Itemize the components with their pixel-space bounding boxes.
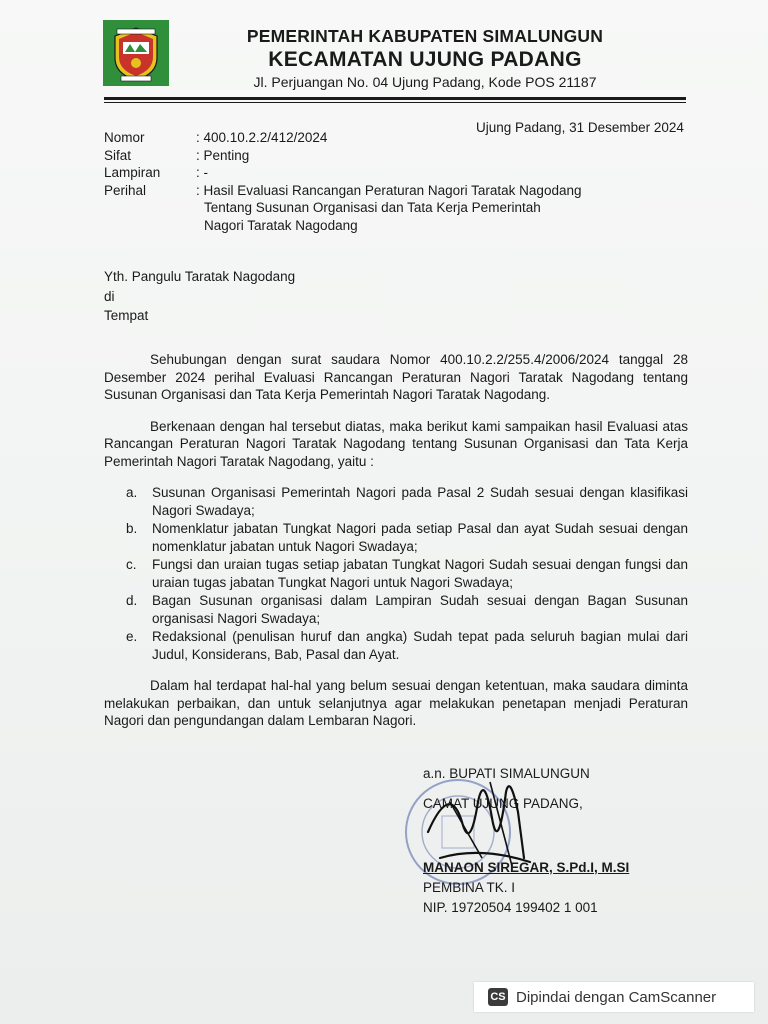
list-item bbox=[104, 520, 688, 555]
list-letter: d. bbox=[126, 593, 138, 608]
list-letter: b. bbox=[126, 521, 138, 536]
letter-meta bbox=[104, 129, 624, 234]
letter-date: Ujung Padang, 31 Desember 2024 bbox=[476, 120, 684, 135]
meta-value: : 400.10.2.2/412/2024 bbox=[196, 130, 328, 145]
perihal-continuation: Tentang Susunan Organisasi dan Tata Kerja Pemerintah bbox=[204, 200, 541, 215]
addressee bbox=[104, 267, 295, 326]
meta-value: : Hasil Evaluasi Rancangan Peraturan Nagori Taratak Nagodang bbox=[196, 182, 582, 198]
letterhead bbox=[200, 26, 650, 90]
handwritten-signature-icon bbox=[420, 762, 540, 880]
letterhead-government: PEMERINTAH KABUPATEN SIMALUNGUN bbox=[246, 26, 604, 46]
body-paragraph: Dalam hal terdapat hal-hal yang belum sesuai dengan ketentuan, maka saudara diminta melakukan perbaikan, dan untuk selanjutnya agar melakukan penetapan menjadi Peraturan Nagori dan pengundangan dalam Lembaran Nagori. bbox=[104, 678, 688, 728]
list-item bbox=[104, 628, 688, 663]
evaluation-list bbox=[104, 484, 688, 663]
letterhead-address: Jl. Perjuangan No. 04 Ujung Padang, Kode POS 21187 bbox=[253, 74, 597, 90]
regency-emblem-icon bbox=[103, 20, 169, 86]
addressee-line: di bbox=[104, 288, 115, 304]
meta-row bbox=[104, 164, 624, 182]
signature-title: CAMAT UJUNG PADANG, bbox=[423, 796, 583, 811]
meta-row bbox=[104, 217, 624, 235]
letterhead-district: KECAMATAN UJUNG PADANG bbox=[268, 48, 582, 71]
camscanner-watermark bbox=[474, 982, 754, 1012]
letter-body bbox=[104, 351, 688, 744]
list-letter: a. bbox=[126, 485, 138, 500]
list-text: Redaksional (penulisan huruf dan angka) Sudah tepat pada seluruh bagian mulai dari Judul, Konsiderans, Bab, Pasal dan Ayat. bbox=[152, 629, 688, 662]
meta-row bbox=[104, 199, 624, 217]
addressee-line: Tempat bbox=[104, 308, 149, 323]
meta-key: Nomor bbox=[104, 130, 145, 145]
body-paragraph: Berkenaan dengan hal tersebut diatas, maka berikut kami sampaikan hasil Evaluasi atas Rancangan Peraturan Nagori Taratak Nagodang tentang Susunan Organisasi dan Tata Kerja Pemerintah Nagori Taratak Nagodang, yaitu : bbox=[104, 418, 688, 469]
meta-row bbox=[104, 182, 624, 200]
list-text: Fungsi dan uraian tugas setiap jabatan Tungkat Nagori Sudah sesuai dengan fungsi dan uraian tugas jabatan Tungkat Nagori untuk Nagori Swadaya; bbox=[152, 557, 688, 590]
list-item bbox=[104, 556, 688, 591]
meta-value: : - bbox=[196, 165, 208, 180]
meta-row bbox=[104, 129, 624, 147]
meta-row bbox=[104, 147, 624, 165]
camscanner-logo-icon: CS bbox=[488, 988, 508, 1006]
list-item bbox=[104, 592, 688, 627]
letterhead-rule-thin bbox=[104, 102, 686, 103]
meta-value: : Penting bbox=[196, 147, 250, 163]
signatory-nip: NIP. 19720504 199402 1 001 bbox=[423, 900, 598, 915]
list-text: Bagan Susunan organisasi dalam Lampiran Sudah sesuai dengan Bagan Susunan organisasi Nagori Swadaya; bbox=[152, 593, 688, 626]
signatory-name: MANAON SIREGAR, S.Pd.I, M.SI bbox=[423, 860, 630, 875]
list-item bbox=[104, 484, 688, 519]
list-letter: e. bbox=[126, 629, 138, 644]
meta-key: Perihal bbox=[104, 182, 147, 198]
addressee-line: Yth. Pangulu Taratak Nagodang bbox=[104, 269, 296, 284]
list-letter: c. bbox=[126, 557, 137, 572]
perihal-continuation: Nagori Taratak Nagodang bbox=[204, 217, 358, 233]
body-paragraph: Sehubungan dengan surat saudara Nomor 400.10.2.2/255.4/2006/2024 tanggal 28 Desember 2024 perihal Evaluasi Rancangan Peraturan Nagori Taratak Nagodang tentang Susunan Organisasi dan Tata Kerja Pemerintah Nagori Taratak Nagodang. bbox=[104, 352, 688, 402]
signature-on-behalf: a.n. BUPATI SIMALUNGUN bbox=[423, 766, 590, 781]
meta-key: Sifat bbox=[104, 147, 132, 163]
camscanner-text: Dipindai dengan CamScanner bbox=[516, 988, 717, 1006]
list-text: Susunan Organisasi Pemerintah Nagori pada Pasal 2 Sudah sesuai dengan klasifikasi Nagori Swadaya; bbox=[152, 485, 688, 518]
letterhead-rule-thick bbox=[104, 97, 686, 100]
meta-key: Lampiran bbox=[104, 165, 161, 180]
signatory-rank: PEMBINA TK. I bbox=[423, 880, 516, 895]
list-text: Nomenklatur jabatan Tungkat Nagori pada setiap Pasal dan ayat Sudah sesuai dengan nomenklatur jabatan untuk Nagori Swadaya; bbox=[152, 521, 688, 554]
